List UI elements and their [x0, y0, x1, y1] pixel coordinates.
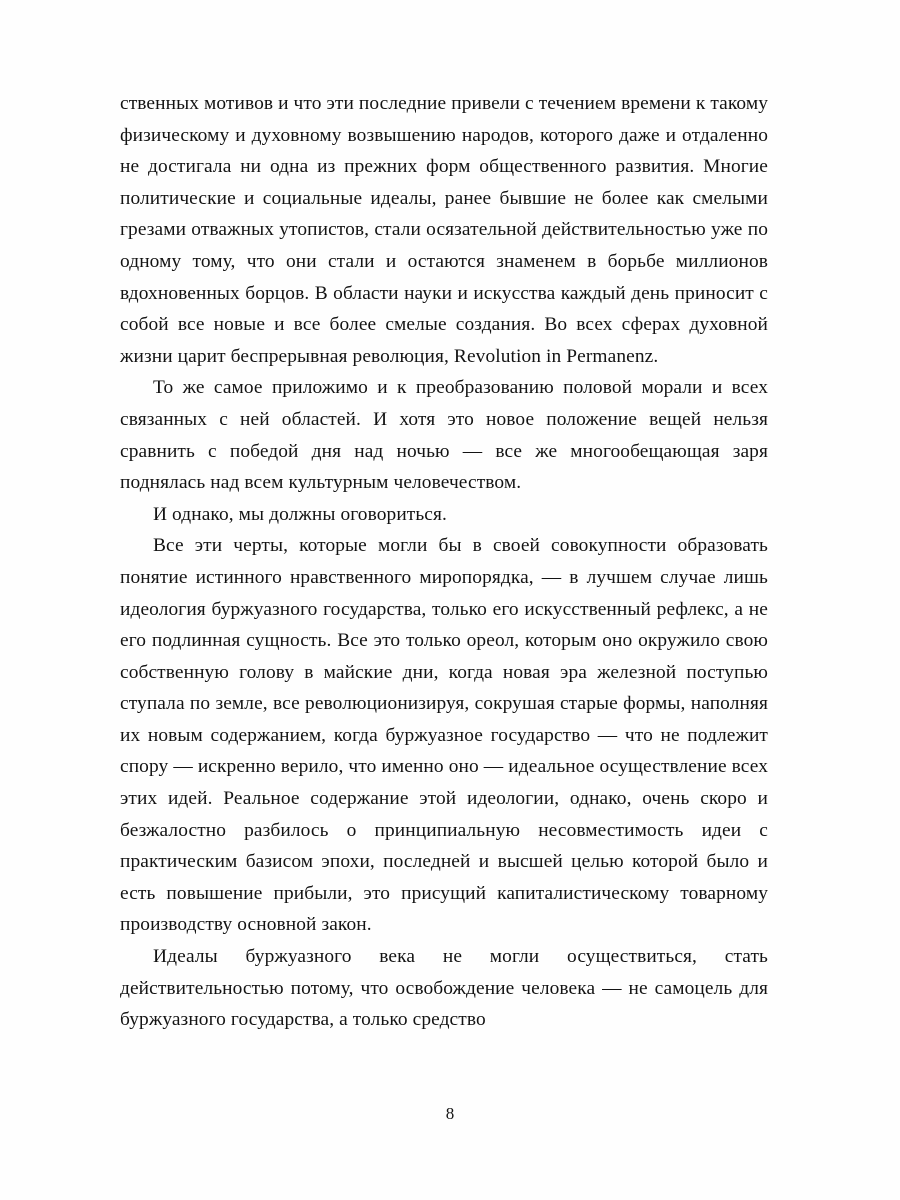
paragraph: Идеалы буржуазного века не могли осуществиться, стать действительностью потому, что освобождение человека — не самоцель для буржуазного государства, а только средство — [120, 946, 768, 1031]
paragraph: ственных мотивов и что эти последние привели с течением времени к такому физическому и духовному возвышению народов, которого даже и отдаленно не достигала ни одна из прежних форм общественного развития. Многие политические и социальные идеалы, ранее бывшие не более как смелыми грезами отважных утопистов, стали осязательной действительностью уже по одному тому, что они стали и остаются знаменем в борьбе миллионов вдохновенных борцов. В области науки и искусства каждый день приносит с собой все новые и все более смелые создания. Во всех сферах духовной жизни царит беспрерывная революция, Revolution in Permanenz. — [120, 93, 768, 367]
paragraph: И однако, мы должны оговориться. — [153, 503, 447, 525]
page-number: 8 — [445, 1104, 455, 1123]
body-text-column — [120, 88, 768, 1036]
paragraph: То же самое приложимо и к преобразованию половой морали и всех связанных с ней областей. И хотя это новое положение вещей нельзя сравнить с победой дня над ночью — все же многообещающая заря поднялась над всем культурным человечеством. — [120, 377, 768, 494]
paragraph: Все эти черты, которые могли бы в своей совокупности образовать понятие истинного нравственного миропорядка, — в лучшем случае лишь идеология буржуазного государства, только его искусственный рефлекс, а не его подлинная сущность. Все это только ореол, которым оно окружило свою собственную голову в майские дни, когда новая эра железной поступью ступала по земле, все революционизируя, сокрушая старые формы, наполняя их новым содержанием, когда буржуазное государство — что не подлежит спору — искренно верило, что именно оно — идеальное осуществление всех этих идей. Реальное содержание этой идеологии, однако, очень скоро и безжалостно разбилось о принципиальную несовместимость идеи с практическим базисом эпохи, последней и высшей целью которой было и есть повышение прибыли, это присущий капиталистическому товарному производству основной закон. — [120, 535, 768, 936]
